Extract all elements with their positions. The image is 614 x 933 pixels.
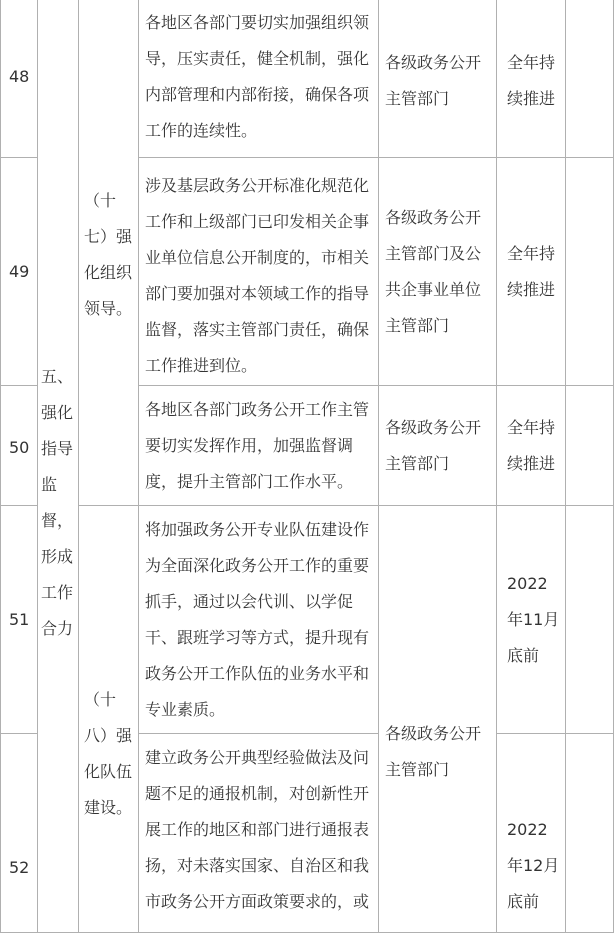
department-line: 各级政务公开	[385, 53, 482, 72]
department-line: 主管部门及公	[385, 244, 482, 263]
department-line: 主管部门	[385, 89, 450, 108]
content-line: 建立政务公开典型经验做法及问	[145, 748, 370, 767]
row-52-content-cell	[138, 733, 379, 933]
content-line: 度，提升主管部门工作水平。	[145, 472, 354, 491]
deadline-line: 年11月	[507, 610, 560, 629]
deadline-line: 全年持	[507, 53, 556, 72]
row-50-extra-cell	[565, 385, 614, 506]
row-51-number-cell	[0, 505, 38, 734]
department-line: 主管部门	[385, 454, 450, 473]
content-line: 扬，对未落实国家、自治区和我	[145, 856, 370, 875]
row-51-deadline-cell	[496, 505, 566, 734]
row-48-number-cell	[0, 0, 38, 158]
row-number: 48	[9, 67, 30, 86]
subcategory-17-cell	[78, 0, 139, 506]
deadline-line: 全年持	[507, 244, 556, 263]
content-line: 要切实发挥作用，加强监督调	[145, 436, 354, 455]
content-line: 工作的连续性。	[145, 121, 258, 140]
content-line: 监督，落实主管部门责任，确保	[145, 320, 370, 339]
subcategory-line: 领导。	[84, 299, 133, 318]
row-49-number-cell	[0, 157, 38, 386]
row-50-content-cell	[138, 385, 379, 506]
row-52-number-cell	[0, 733, 38, 933]
row-49-content-cell	[138, 157, 379, 386]
content-line: 部门要加强对本领域工作的指导	[145, 284, 370, 303]
deadline-line: 2022	[507, 820, 548, 839]
category-line: 形成	[41, 547, 74, 566]
deadline-line: 年12月	[507, 856, 560, 875]
deadline-line: 底前	[507, 892, 540, 911]
deadline-line: 2022	[507, 574, 548, 593]
department-line: 主管部门	[385, 760, 450, 779]
category-line: 合力	[41, 619, 74, 638]
department-line: 共企事业单位	[385, 280, 482, 299]
content-line: 各地区各部门政务公开工作主管	[145, 400, 370, 419]
category-line: 五、	[41, 367, 74, 386]
row-52-extra-cell	[565, 733, 614, 933]
content-line: 市政务公开方面政策要求的，或	[145, 892, 370, 911]
deadline-line: 全年持	[507, 418, 556, 437]
row-number: 49	[9, 262, 30, 281]
row-49-extra-cell	[565, 157, 614, 386]
row-49-department-cell	[378, 157, 497, 386]
category-line: 强化	[41, 403, 74, 422]
content-line: 各地区各部门要切实加强组织领	[145, 13, 370, 32]
row-48-extra-cell	[565, 0, 614, 158]
category-line: 工作	[41, 583, 74, 602]
department-line: 各级政务公开	[385, 208, 482, 227]
row-48-deadline-cell	[496, 0, 566, 158]
content-line: 业单位信息公开制度的，市相关	[145, 248, 370, 267]
content-line: 专业素质。	[145, 700, 226, 719]
content-line: 展工作的地区和部门进行通报表	[145, 820, 370, 839]
content-line: 导，压实责任，健全机制，强化	[145, 49, 370, 68]
content-line: 内部管理和内部衔接，确保各项	[145, 85, 370, 104]
content-line: 将加强政务公开专业队伍建设作	[145, 520, 370, 539]
subcategory-line: 七）强	[84, 227, 133, 246]
category-line: 监	[41, 475, 58, 494]
department-line: 各级政务公开	[385, 418, 482, 437]
row-51-content-cell	[138, 505, 379, 734]
subcategory-line: 化组织	[84, 263, 133, 282]
content-line: 为全面深化政务公开工作的重要	[145, 556, 370, 575]
row-number: 52	[9, 858, 30, 877]
content-line: 干、跟班学习等方式，提升现有	[145, 628, 370, 647]
subcategory-line: 八）强	[84, 726, 133, 745]
department-line: 主管部门	[385, 316, 450, 335]
category-line: 指导	[41, 439, 74, 458]
row-48-department-cell	[378, 0, 497, 158]
row-49-deadline-cell	[496, 157, 566, 386]
department-line: 各级政务公开	[385, 724, 482, 743]
content-line: 抓手，通过以会代训、以学促	[145, 592, 354, 611]
subcategory-line: （十	[84, 191, 117, 210]
row-50-deadline-cell	[496, 385, 566, 506]
subcategory-line: 建设。	[84, 798, 133, 817]
subcategory-line: （十	[84, 690, 117, 709]
deadline-line: 底前	[507, 646, 540, 665]
row-number: 50	[9, 438, 30, 457]
content-line: 题不足的通报机制，对创新性开	[145, 784, 370, 803]
shared-department-cell	[378, 505, 497, 933]
category-line: 督，	[41, 511, 74, 530]
row-51-extra-cell	[565, 505, 614, 734]
subcategory-line: 化队伍	[84, 762, 133, 781]
row-48-content-cell	[138, 0, 379, 158]
deadline-line: 续推进	[507, 89, 556, 108]
content-line: 工作推进到位。	[145, 356, 258, 375]
content-line: 政务公开工作队伍的业务水平和	[145, 664, 370, 683]
row-52-deadline-cell	[496, 733, 566, 933]
row-50-number-cell	[0, 385, 38, 506]
deadline-line: 续推进	[507, 280, 556, 299]
content-line: 涉及基层政务公开标准化规范化	[145, 176, 370, 195]
deadline-line: 续推进	[507, 454, 556, 473]
subcategory-18-cell	[78, 505, 139, 933]
category-cell	[37, 0, 79, 933]
content-line: 工作和上级部门已印发相关企事	[145, 212, 370, 231]
row-50-department-cell	[378, 385, 497, 506]
row-number: 51	[9, 610, 30, 629]
